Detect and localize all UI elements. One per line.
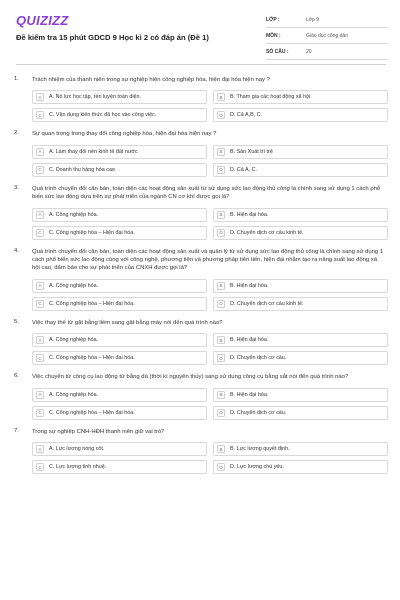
option-text: D. Cả A,B, C. [230, 112, 263, 119]
option-letter-badge: B [217, 148, 225, 156]
answer-option[interactable] [32, 388, 207, 402]
question-text: Trách nhiệm của thanh niên trong sự nghiệp hiện công nghiệp hóa, hiện đại hóa hiện nay ? [32, 77, 270, 83]
option-letter-badge: B [217, 93, 225, 101]
answer-option[interactable] [213, 351, 388, 365]
worksheet-header [0, 0, 400, 62]
option-letter-badge: D [217, 409, 225, 417]
answer-options [32, 279, 388, 311]
option-text: C. Công nghiệp hóa – Hiện đại hóa. [49, 409, 135, 416]
question-block [0, 248, 400, 311]
option-text: D. Chuyển dịch cơ cấu. [230, 355, 287, 362]
meta-label: LỚP : [266, 16, 280, 23]
answer-options [32, 442, 388, 474]
option-letter-badge: B [217, 445, 225, 453]
option-letter-badge: D [217, 354, 225, 362]
answer-options [32, 145, 388, 177]
answer-option[interactable] [32, 208, 207, 222]
answer-option[interactable] [213, 297, 388, 311]
answer-options [32, 208, 388, 240]
option-text: A. Công nghiệp hóa. [49, 337, 99, 344]
option-letter-badge: A [36, 211, 44, 219]
option-text: D. Chuyển dịch cơ cấu. [230, 409, 287, 416]
answer-option[interactable] [32, 333, 207, 347]
answer-option[interactable] [213, 108, 388, 122]
header-divider [16, 64, 386, 65]
option-text: B. Hiện đại hóa. [230, 282, 269, 289]
option-text: B. Hiện đại hóa. [230, 391, 269, 398]
meta-label: MÔN : [266, 32, 281, 39]
answer-option[interactable] [213, 163, 388, 177]
option-text: B. Sản Xuất trì trệ [230, 148, 273, 155]
option-letter-badge: C [36, 111, 44, 119]
option-letter-badge: B [217, 391, 225, 399]
option-letter-badge: D [217, 166, 225, 174]
option-letter-badge: A [36, 445, 44, 453]
page-title: Đề kiểm tra 15 phút GDCD 9 Học kì 2 có đáp án (Đề 1) [16, 33, 209, 42]
option-letter-badge: C [36, 409, 44, 417]
option-text: D. Chuyển dịch cơ cấu kinh tế. [230, 229, 304, 236]
answer-option[interactable] [32, 226, 207, 240]
meta-label: SỐ CÂU : [266, 48, 289, 55]
option-text: C. Công nghiệp hóa – Hiện đại hóa. [49, 300, 135, 307]
answer-option[interactable] [213, 406, 388, 420]
question-block [0, 76, 400, 122]
answer-option[interactable] [32, 163, 207, 177]
answer-option[interactable] [213, 226, 388, 240]
option-letter-badge: C [36, 463, 44, 471]
quizizz-logo: QUIZIZZ [16, 13, 69, 28]
question-text: Việc thay thế từ gặt bằng liềm sang gặt bằng máy nói đến quá trình nào? [32, 319, 223, 326]
option-letter-badge: A [36, 391, 44, 399]
question-block [0, 319, 400, 365]
answer-option[interactable] [32, 351, 207, 365]
option-letter-badge: C [36, 354, 44, 362]
option-letter-badge: B [217, 282, 225, 290]
option-letter-badge: C [36, 300, 44, 308]
option-letter-badge: D [217, 463, 225, 471]
option-text: C. Công nghiệp hóa – Hiện đại hóa. [49, 229, 135, 236]
option-letter-badge: B [217, 336, 225, 344]
question-block [0, 373, 400, 419]
question-block [0, 185, 400, 240]
option-letter-badge: A [36, 93, 44, 101]
option-text: A. Lực lượng nòng cốt. [49, 446, 105, 453]
answer-option[interactable] [213, 442, 388, 456]
option-text: A. Làm thay đổi nền kinh tế đất nước [49, 148, 138, 155]
option-text: C. Vận dụng kiến thức đã học vào công việc. [49, 112, 157, 119]
answer-option[interactable] [32, 145, 207, 159]
option-letter-badge: A [36, 336, 44, 344]
option-text: C. Lực lượng tinh nhuệ. [49, 464, 107, 471]
option-text: A. Công nghiệp hóa. [49, 391, 99, 398]
question-number: 6. [14, 373, 19, 380]
meta-value: Lớp 9 [306, 16, 320, 23]
option-text: D. Cả A, C. [230, 166, 257, 173]
answer-option[interactable] [32, 297, 207, 311]
option-text: C. Doanh thu hàng hóa cao [49, 166, 115, 173]
option-letter-badge: A [36, 148, 44, 156]
option-text: A. Công nghiệp hóa. [49, 282, 99, 289]
question-block [0, 428, 400, 474]
meta-value: 20 [306, 48, 312, 55]
question-number: 4. [14, 247, 19, 254]
option-text: A. Công nghiệp hóa. [49, 211, 99, 218]
question-text: Quá trình chuyển đổi căn bản, toàn diện các hoạt động sản xuất và quản lý từ sử dụng sức lao động thủ công là chính sang sử dụng 1 cách phổ biến sức lao động cùng với công nghệ, phương tiện và phương pháp tiên tiến, hiện đại nhằm tạo ra năng suất lao động xã hội cao, đảm bảo cho sự phát triển của CNXH được gọi là? [32, 248, 384, 272]
meta-row-count [266, 44, 388, 60]
answer-option[interactable] [213, 145, 388, 159]
answer-option[interactable] [32, 108, 207, 122]
option-letter-badge: D [217, 111, 225, 119]
question-text: Việc chuyển từ công cụ lao động từ bằng đá (thời kì nguyên thủy) sang sử dụng công cụ bằng sắt nói đến quá trình nào? [32, 374, 349, 381]
option-text: B. Lực lượng quyết định. [230, 446, 290, 453]
answer-option[interactable] [32, 442, 207, 456]
question-text: Quá trình chuyển đổi căn bản, toàn diện các hoạt động sản xuất từ sử dụng sức lao động thủ công là chính sang sử dụng 1 cách phổ biến sức lao động dựa trên sự phát triển của ngành CN cơ khí được gọi là? [32, 185, 381, 201]
option-text: C. Công nghiệp hóa – Hiện đại hóa. [49, 355, 135, 362]
answer-option[interactable] [32, 279, 207, 293]
option-text: D. Lực lượng chủ yếu. [230, 464, 284, 471]
answer-option[interactable] [213, 460, 388, 474]
option-text: B. Hiện đại hóa. [230, 211, 269, 218]
question-number: 7. [14, 427, 19, 434]
meta-value: Giáo dục công dân [306, 32, 348, 39]
meta-row-class [266, 12, 388, 28]
answer-options [32, 388, 388, 420]
question-text: Sự quan trọng trong thay đổi công nghiệp hóa, hiện đại hóa hiện nay ? [32, 131, 217, 138]
answer-option[interactable] [32, 406, 207, 420]
option-letter-badge: C [36, 229, 44, 237]
meta-table [266, 12, 388, 60]
question-list [0, 76, 400, 482]
option-text: B. Hiện đại hóa. [230, 337, 269, 344]
option-letter-badge: D [217, 300, 225, 308]
answer-option[interactable] [213, 279, 388, 293]
question-number: 1. [14, 76, 19, 82]
answer-option[interactable] [213, 208, 388, 222]
option-letter-badge: D [217, 229, 225, 237]
option-letter-badge: A [36, 282, 44, 290]
question-number: 2. [14, 130, 19, 137]
answer-option[interactable] [32, 460, 207, 474]
question-text: Trong sự nghiệp CNH-HĐH thanh niên giữ vai trò? [32, 428, 165, 435]
option-text: D. Chuyển dịch cơ cấu kinh tế. [230, 300, 304, 307]
answer-options [32, 333, 388, 365]
answer-options [32, 90, 388, 122]
question-number: 5. [14, 318, 19, 325]
option-letter-badge: C [36, 166, 44, 174]
option-text: B. Tham gia các hoạt động xã hội. [230, 94, 312, 101]
meta-row-subject [266, 28, 388, 44]
answer-option[interactable] [213, 90, 388, 104]
answer-option[interactable] [213, 333, 388, 347]
option-letter-badge: B [217, 211, 225, 219]
answer-option[interactable] [32, 90, 207, 104]
option-text: A. Nỗ lực học tập, rèn luyện toàn diện. [49, 94, 142, 101]
question-number: 3. [14, 184, 19, 191]
answer-option[interactable] [213, 388, 388, 402]
question-block [0, 130, 400, 176]
